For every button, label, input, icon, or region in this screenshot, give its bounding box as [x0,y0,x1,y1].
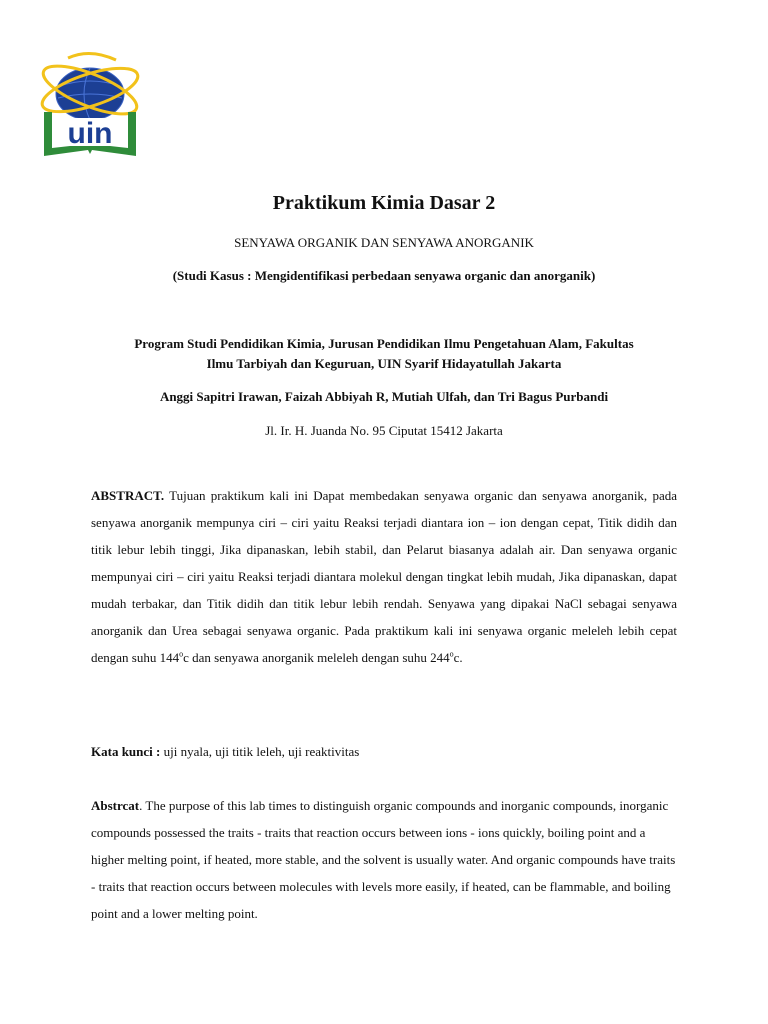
keywords-text: uji nyala, uji titik leleh, uji reaktivitas [160,744,360,759]
abstract-label: ABSTRACT. [91,488,165,503]
uin-logo [38,50,142,158]
address: Jl. Ir. H. Juanda No. 95 Ciputat 15412 Jakarta [265,423,503,438]
keywords [91,738,677,765]
case-study: (Studi Kasus : Mengidentifikasi perbedaan senyawa organic dan anorganik) [172,268,596,283]
degree-sup-1: o [179,649,184,659]
degree-sup-2: o [449,649,454,659]
affiliation-line-2: Ilmu Tarbiyah dan Keguruan, UIN Syarif Hidayatullah Jakarta [206,356,562,371]
abstract-text-2: c dan senyawa anorganik meleleh dengan suhu 244 [183,650,450,665]
abstract-indonesian [91,482,677,671]
authors: Anggi Sapitri Irawan, Faizah Abbiyah R, Mutiah Ulfah, dan Tri Bagus Purbandi [159,389,609,404]
document-subtitle: SENYAWA ORGANIK DAN SENYAWA ANORGANIK [234,235,534,250]
document-title: Praktikum Kimia Dasar 2 [272,192,496,214]
abstract-en-text: . The purpose of this lab times to distinguish organic compounds and inorganic compounds, inorganic compounds possessed the traits - traits that reaction occurs between ions - ions quickly, boiling point and a higher melting point, if heated, more stable, and the solvent is usually water. And organic compounds have traits - traits that reaction occurs between molecules with levels more easily, if heated, can be flammable, and boiling point and a lower melting point. [91,798,676,921]
affiliation [0,334,768,374]
abstract-text: Tujuan praktikum kali ini Dapat membedakan senyawa organic dan senyawa anorganik, pada senyawa anorganik mempunya ciri – ciri yaitu Reaksi terjadi diantara ion – ion dengan cepat, Titik didih dan titik lebur lebih tinggi, Jika dipanaskan, lebih stabil, dan Pelarut biasanya adalah air. Dan senyawa organic mempunyai ciri – ciri yaitu Reaksi terjadi diantara molekul dengan tingkat lebih mudah, Jika dipanaskan, dapat mudah terbakar, dan Titik didih dan titik lebur lebih rendah. Senyawa yang dipakai NaCl sebagai senyawa anorganik dan Urea sebagai senyawa organic. Pada praktikum kali ini senyawa organic meleleh lebih cepat dengan suhu 144 [91,488,677,665]
affiliation-line-1: Program Studi Pendidikan Kimia, Jurusan Pendidikan Ilmu Pengetahuan Alam, Fakultas [134,336,634,351]
keywords-label: Kata kunci : [91,744,161,759]
abstract-en-label: Abstrcat [91,798,140,813]
abstract-text-3: c. [453,650,463,665]
abstract-english [91,792,677,927]
logo-text: uin [67,117,113,150]
